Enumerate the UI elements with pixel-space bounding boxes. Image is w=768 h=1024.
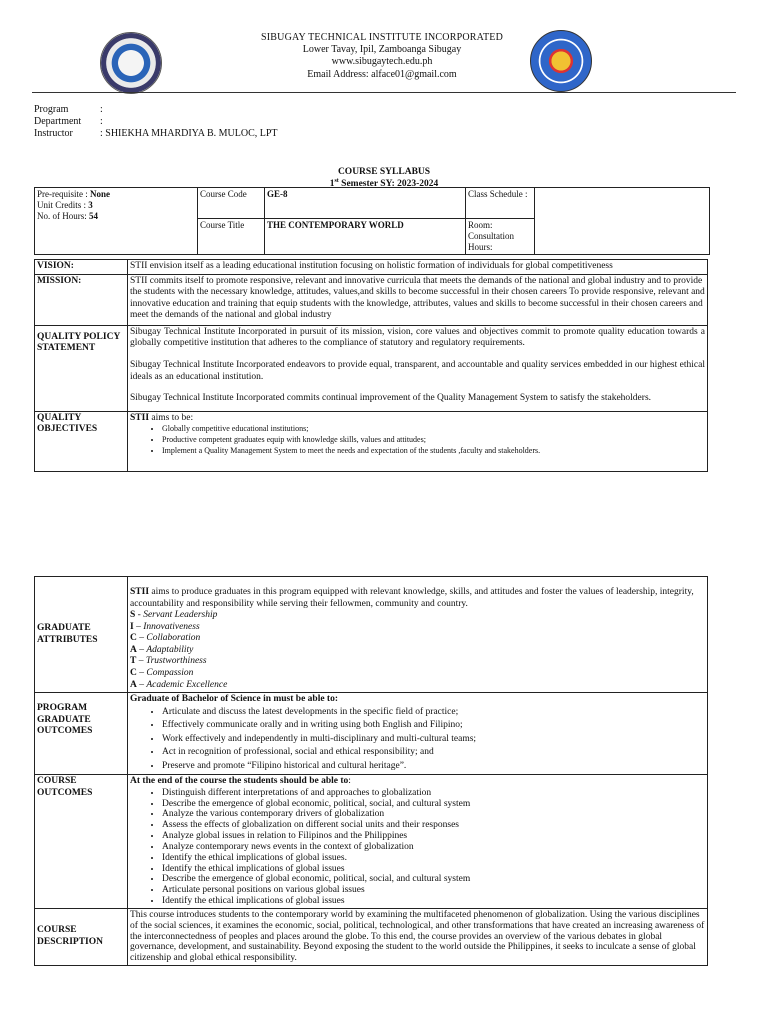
course-description-label: COURSE DESCRIPTION	[35, 908, 128, 965]
quality-objectives-list	[130, 424, 705, 456]
mission-label: MISSION:	[35, 274, 128, 325]
vision-text: STII envision itself as a leading educational institution focusing on holistic formation of individuals for global competitiveness	[128, 260, 708, 275]
instructor-label: Instructor	[34, 128, 73, 139]
list-item: • Act in recognition of professional, social and ethical responsibility; and	[162, 746, 705, 759]
list-item: • Distinguish different interpretations of and approaches to globalization	[162, 788, 705, 799]
mission-text: STII commits itself to promote responsive, relevant and innovative curricula that meets the demands of the national and global industry and to provide the students with the necessary knowledge, attitudes, values,and skills to become successful in their chosen careers To provide responsive, relevant and innovative education and training that equip students with the knowledge, attributes, values and skills to become successful in their chosen careers and meet the demands of the national and global industry	[128, 274, 708, 325]
school-email: Email Address: alface01@gmail.com	[307, 68, 457, 80]
list-item: • Articulate personal positions on various global issues	[162, 885, 705, 896]
attribute-item: S - Servant Leadership	[130, 610, 218, 621]
ched-seal	[530, 30, 592, 92]
school-address: Lower Tavay, Ipil, Zamboanga Sibugay	[302, 44, 462, 56]
course-outcomes-text: At the end of the course the students should be able to: • Distinguish different interpretations of and approaches to globalization • Describe the emergence of global economic, political, social, and cultural system • Analyze the various contemporary drivers of globalization • Assess the effects of globalization on different social units and their responses • Analyze global issues in relation to Filipinos and the Philippines • Analyze contemporary news events in the context of globalization • Identify the ethical implications of global issues. • Identify the ethical implications of global issues • Describe the emergence of global economic, political, social, and cultural system • Articulate personal positions on various global issues • Identify the ethical implications of global issues	[128, 775, 708, 909]
graduate-attributes-text: STII aims to produce graduates in this program equipped with relevant knowledge, skills, and attitudes and foster the values of leadership, integrity, accountability and responsibility while serving their fellowmen, community and country. S - Servant Leadership I – Innovativeness C – Collaboration A – Adaptability T – Trustworthiness C – Compassion A – Academic Excellence	[128, 577, 708, 693]
course-code-label: Course Code	[198, 188, 265, 219]
semester-line: 1st Semester SY: 2023-2024	[329, 178, 439, 190]
list-item: • Describe the emergence of global economic, political, social, and cultural system	[162, 874, 705, 885]
attribute-item: A – Adaptability	[130, 644, 194, 655]
list-item: • Describe the emergence of global economic, political, social, and cultural system	[162, 799, 705, 810]
course-outcomes-list	[130, 788, 705, 907]
list-item: • Productive competent graduates equip with knowledge skills, values and attitudes;	[162, 435, 705, 446]
program-outcomes-list	[130, 706, 705, 773]
letterhead	[240, 32, 524, 81]
department-label: Department	[34, 116, 82, 127]
list-item: • Assess the effects of globalization on different social units and their responses	[162, 820, 705, 831]
list-item: • Effectively communicate orally and in writing using both English and Filipino;	[162, 719, 705, 732]
course-outcomes-label: COURSE OUTCOMES	[35, 775, 128, 909]
list-item: • Preserve and promote “Filipino historical and cultural heritage”.	[162, 760, 705, 773]
quality-objectives-label: QUALITY OBJECTIVES	[35, 411, 128, 471]
qps-paragraph-3: Sibugay Technical Institute Incorporated commits continual improvement of the Quality Management System to satisfy the stakeholders.	[130, 393, 652, 404]
vmq-table	[34, 259, 708, 472]
department-value: :	[100, 116, 103, 127]
course-description-text: This course introduces students to the contemporary world by examining the multifaceted phenomenon of globalization. Using the various disciplines of the social sciences, it examines the economic, social, political, technological, and other transformations that have created an increasing awareness of the interconnectedness of peoples and places around the globe. To this end, the course provides an overview of the various debates in global governance, development, and sustainability. Beyond exposing the student to the world outside the Philippines, it seeks to inculcate a sense of global citizenship and global ethical responsibility.	[128, 908, 708, 965]
attribute-item: C – Compassion	[130, 668, 194, 679]
program-outcomes-text: Graduate of Bachelor of Science in must be able to: • Articulate and discuss the latest developments in the specific field of practice; • Effectively communicate orally and in writing using both English and Filipino; • Work effectively and independently in multi-disciplinary and multi-cultural teams; • Act in recognition of professional, social and ethical responsibility; and • Preserve and promote “Filipino historical and cultural heritage”.	[128, 693, 708, 775]
course-title-label: Course Title	[198, 219, 265, 255]
outcomes-table	[34, 576, 708, 966]
class-schedule-label: Class Schedule :	[466, 188, 535, 219]
list-item: • Work effectively and independently in multi-disciplinary and multi-cultural teams;	[162, 733, 705, 746]
qps-paragraph-2: Sibugay Technical Institute Incorporated endeavors to provide equal, transparent, and accountable and quality services embedded in our highest ethical ideals as an educational institution.	[130, 360, 705, 382]
quality-policy-label: QUALITY POLICY STATEMENT	[35, 325, 128, 411]
list-item: • Identify the ethical implications of global issues	[162, 864, 705, 875]
list-item: • Analyze global issues in relation to Filipinos and the Philippines	[162, 831, 705, 842]
quality-policy-text	[128, 325, 708, 411]
school-website: www.sibugaytech.edu.ph	[331, 56, 433, 68]
vision-label: VISION:	[35, 260, 128, 275]
attribute-item: T – Trustworthiness	[130, 656, 207, 667]
course-info	[34, 104, 278, 140]
prereq-cell: Pre-requisite : None Unit Credits : 3 No. of Hours: 54	[35, 188, 198, 255]
list-item: • Identify the ethical implications of global issues.	[162, 853, 705, 864]
list-item: • Articulate and discuss the latest developments in the specific field of practice;	[162, 706, 705, 719]
school-name: SIBUGAY TECHNICAL INSTITUTE INCORPORATED	[261, 32, 503, 43]
schedule-value	[535, 188, 710, 255]
graduate-attributes-label: GRADUATE ATTRIBUTES	[35, 577, 128, 693]
list-item: • Analyze contemporary news events in the context of globalization	[162, 842, 705, 853]
school-logo	[100, 32, 162, 94]
list-item: • Globally competitive educational institutions;	[162, 424, 705, 435]
instructor-value: : SHIEKHA MHARDIYA B. MULOC, LPT	[100, 128, 278, 139]
list-item: • Analyze the various contemporary drivers of globalization	[162, 809, 705, 820]
course-details-table	[34, 187, 710, 255]
attribute-item: I – Innovativeness	[130, 621, 200, 632]
room-consult-cell: Room: Consultation Hours:	[466, 219, 535, 255]
program-label: Program	[34, 104, 69, 115]
attribute-item: C – Collaboration	[130, 633, 201, 644]
program-value: :	[100, 104, 103, 115]
list-item: • Implement a Quality Management System to meet the needs and expectation of the students ,faculty and stakeholders.	[162, 446, 705, 457]
program-outcomes-label: PROGRAM GRADUATE OUTCOMES	[35, 693, 128, 775]
quality-objectives-text: STII aims to be: • Globally competitive educational institutions; • Productive competent graduates equip with knowledge skills, values and attitudes; • Implement a Quality Management System to meet the needs and expectation of the students ,faculty and stakeholders.	[128, 411, 708, 471]
attribute-item: A – Academic Excellence	[130, 679, 228, 690]
header-divider	[32, 92, 736, 93]
course-code-value: GE-8	[265, 188, 466, 219]
syllabus-title: COURSE SYLLABUS	[337, 167, 431, 177]
course-title-value: THE CONTEMPORARY WORLD	[265, 219, 466, 255]
qps-paragraph-1: Sibugay Technical Institute Incorporated in pursuit of its mission, vision, core values and objectives commit to promote quality education towards a globally competitive institution that adheres to the compliance of statutory and regulatory requirements.	[130, 326, 705, 349]
list-item: • Identify the ethical implications of global issues	[162, 896, 705, 907]
